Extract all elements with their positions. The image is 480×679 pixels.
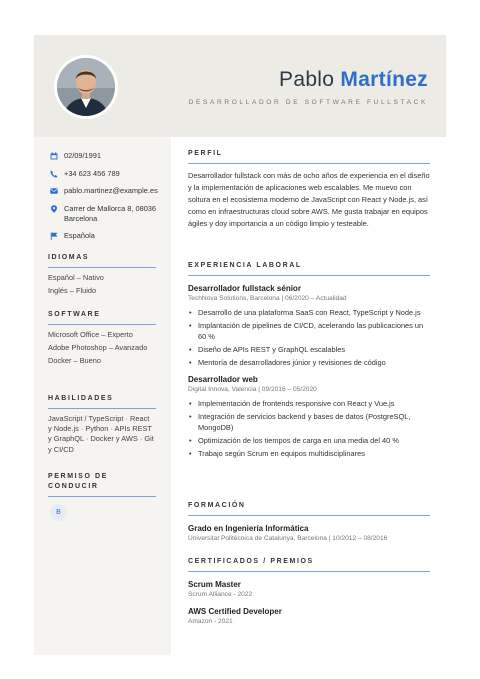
address-text: Carrer de Mallorca 8, 08036 Barcelona (64, 203, 157, 223)
job-bullet: • Implantación de pipelines de CI/CD, acelerando las publicaciones un 60 % (188, 320, 430, 342)
location-pin-icon (48, 204, 60, 213)
software-item: Adobe Photoshop – Avanzado (48, 343, 148, 353)
education-entry (188, 523, 430, 544)
resume-header (34, 35, 446, 137)
job-bullet: • Optimización de los tiempos de carga en una media del 40 % (188, 435, 430, 446)
experience-heading: EXPERIENCIA LABORAL (188, 261, 430, 276)
job-bullet: • Diseño de APIs REST y GraphQL escalables (188, 344, 430, 355)
software-section (48, 310, 156, 367)
license-badge: B (50, 504, 67, 521)
job-company: Digital Innova, Valencia | 09/2016 – 05/2020 (188, 386, 317, 393)
profile-text: Desarrollador fullstack con más de ocho años de experiencia en el diseño y la implementación de aplicaciones web escalables. Me muevo con soltura en el ecosistema moderno de JavaScript con React y Node.js, así como en infraestructuras cloud sobre AWS. Me gusta trabajar en equipos ágiles y doy importancia a un código limpio y testeable. (188, 171, 430, 228)
skills-section (48, 394, 156, 455)
job-title: DESARROLLADOR DE SOFTWARE FULLSTACK (188, 99, 428, 106)
last-name: Martínez (340, 68, 428, 91)
education-section (188, 501, 430, 544)
portrait-image (57, 58, 115, 116)
job-title: Desarrollador fullstack sénior (188, 284, 301, 293)
contact-nationality (48, 231, 170, 241)
resume-page (34, 35, 446, 655)
contact-phone (48, 169, 170, 179)
skills-heading: HABILIDADES (48, 394, 156, 409)
degree-institution: Universitat Politècnica de Catalunya, Barcelona | 10/2012 – 08/2016 (188, 535, 388, 542)
first-name: Pablo (279, 68, 335, 91)
job-bullet: • Trabajo según Scrum en equipos multidisciplinares (188, 448, 430, 459)
job-bullet: • Implementación de frontends responsive con React y Vue.js (188, 398, 430, 409)
software-item: Docker – Bueno (48, 356, 101, 366)
software-heading: SOFTWARE (48, 310, 156, 325)
birthdate-text: 02/09/1991 (64, 151, 101, 160)
cert-issuer: Amazon - 2021 (188, 618, 233, 625)
license-section (48, 472, 156, 521)
contact-birthdate (48, 151, 170, 161)
languages-heading: IDIOMAS (48, 253, 156, 268)
cert-title: Scrum Master (188, 580, 241, 589)
language-item: Español – Nativo (48, 273, 104, 282)
experience-section (188, 261, 430, 461)
sidebar (34, 137, 171, 655)
profile-section (188, 149, 430, 230)
degree-title: Grado en Ingeniería Informática (188, 524, 309, 533)
cert-title: AWS Certified Developer (188, 607, 282, 616)
cert-issuer: Scrum Alliance - 2022 (188, 591, 253, 598)
skills-text: JavaScript / TypeScript · React y Node.js · Python · APIs REST y GraphQL · Docker y AWS · Git y CI/CD (48, 414, 154, 454)
job-bullet: • Mentoría de desarrolladores júnior y revisiones de código (188, 357, 430, 368)
job-bullets (188, 398, 430, 459)
certs-section (188, 557, 430, 627)
profile-heading: PERFIL (188, 149, 430, 164)
certs-heading: CERTIFICADOS / PREMIOS (188, 557, 430, 572)
contact-email (48, 186, 170, 196)
job-entry (188, 283, 430, 368)
language-item: Inglés – Fluido (48, 286, 97, 296)
profile-photo (54, 55, 118, 119)
email-text: pablo.martinez@example.es (64, 186, 158, 196)
email-icon (48, 186, 60, 195)
calendar-icon (48, 151, 60, 160)
nationality-text: Española (64, 231, 95, 241)
cert-entry (188, 606, 430, 627)
main-column (171, 137, 446, 655)
job-bullet: • Desarrollo de una plataforma SaaS con React, TypeScript y Node.js (188, 307, 430, 318)
contact-list (48, 151, 170, 249)
languages-section (48, 253, 156, 296)
phone-icon (48, 169, 60, 178)
full-name (279, 68, 428, 92)
education-heading: FORMACIÓN (188, 501, 430, 516)
job-company: TechNova Solutions, Barcelona | 06/2020 – Actualidad (188, 295, 347, 302)
flag-icon (48, 231, 60, 240)
license-heading: PERMISO DE CONDUCIR (48, 472, 156, 497)
cert-entry (188, 579, 430, 600)
phone-text: +34 623 456 789 (64, 168, 120, 178)
contact-address (48, 204, 170, 224)
job-bullet: • Integración de servicios backend y bases de datos (PostgreSQL, MongoDB) (188, 411, 430, 433)
job-title: Desarrollador web (188, 375, 258, 384)
software-item: Microsoft Office – Experto (48, 330, 133, 339)
job-bullets (188, 307, 430, 368)
job-entry (188, 374, 430, 459)
